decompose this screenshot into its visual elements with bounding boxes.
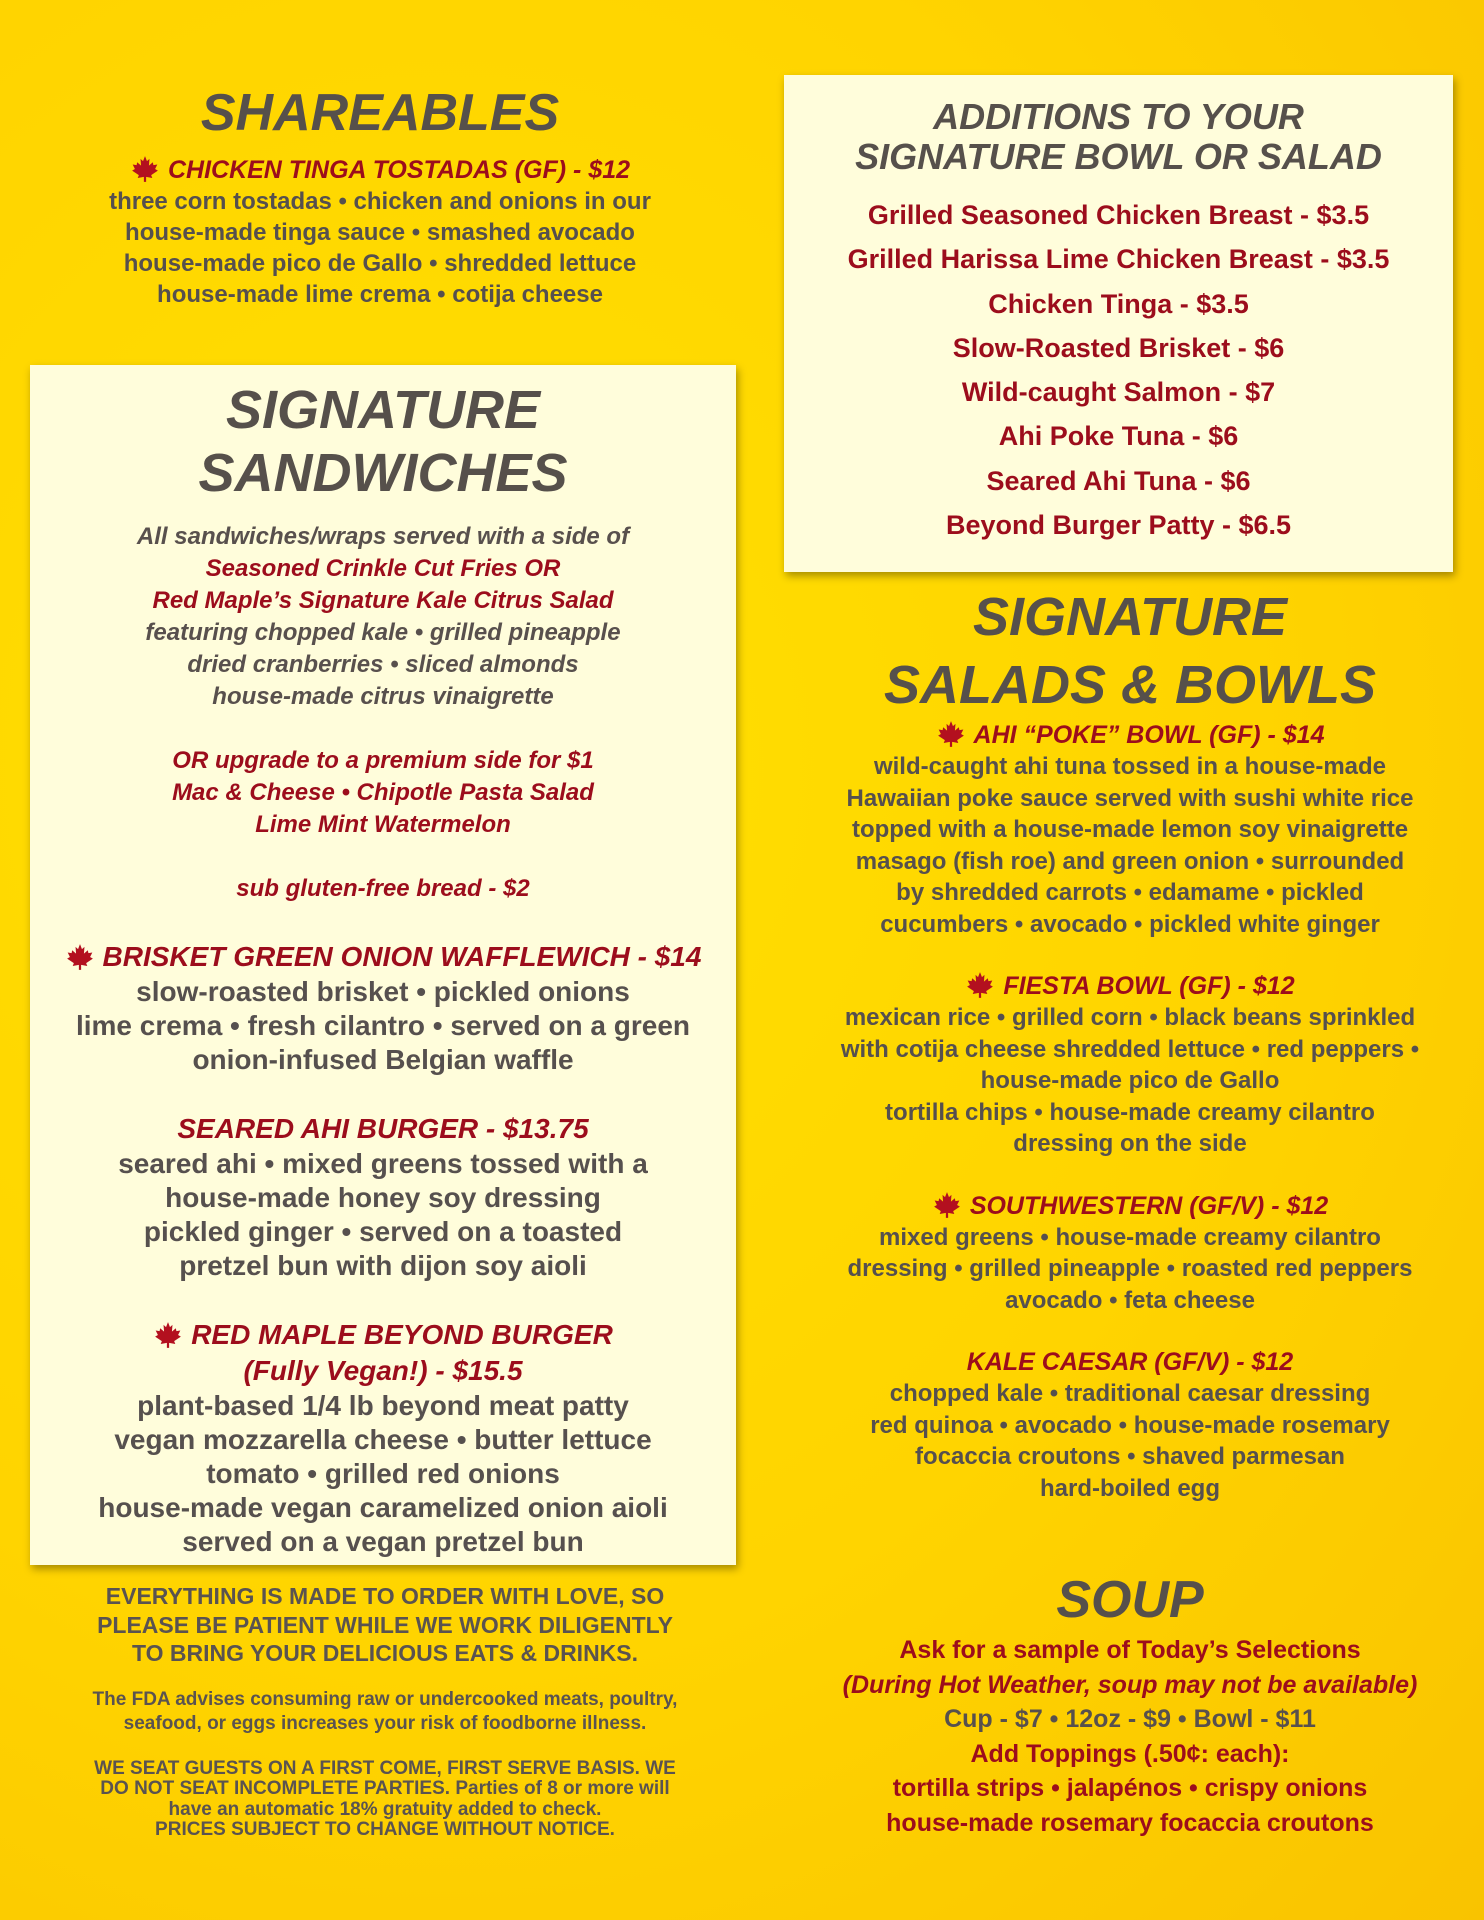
- seating-policy: WE SEAT GUESTS ON A FIRST COME, FIRST SERVE BASIS. WE DO NOT SEAT INCOMPLETE PARTIES. Parties of 8 or more will have an automatic 18% gratuity added to check. PRICES SUBJECT TO CHANGE WITHOUT NOTICE.: [94, 1757, 676, 1840]
- sandwiches-title: SIGNATURE SANDWICHES: [198, 380, 568, 503]
- menu-item-title: SEARED AHI BURGER - $13.75: [177, 1113, 589, 1144]
- menu-item-description: three corn tostadas • chicken and onions in our house-made tinga sauce • smashed avocado house-made pico de Gallo • shredded lettuce house-made lime crema • cotija cheese: [109, 188, 651, 308]
- menu-item-description: wild-caught ahi tuna tossed in a house-made Hawaiian poke sauce served with sushi white rice topped with a house-made lemon soy vinaigrette masago (fish roe) and green onion • surrounded by shredded carrots • edamame • pickled cucumbers • avocado • pickled white ginger: [846, 753, 1414, 938]
- menu-item-description: seared ahi • mixed greens tossed with a house-made honey soy dressing pickled ginger • served on a toasted pretzel bun with dijon soy aioli: [118, 1148, 648, 1281]
- fda-advisory: The FDA advises consuming raw or undercooked meats, poultry, seafood, or eggs increases your risk of foodborne illness.: [92, 1688, 678, 1734]
- footer-notes: [30, 1582, 740, 1841]
- maple-leaf-icon: [932, 1191, 962, 1219]
- list-item: Seared Ahi Tuna - $6: [986, 465, 1251, 496]
- soup-toppings: house-made rosemary focaccia croutons: [886, 1808, 1374, 1837]
- list-item: Wild-caught Salmon - $7: [961, 377, 1276, 408]
- list-item: Ahi Poke Tuna - $6: [998, 421, 1239, 452]
- soup-sample-note: Ask for a sample of Today’s Selections: [899, 1636, 1361, 1664]
- soup-title: SOUP: [1056, 1571, 1204, 1629]
- menu-item-description: mexican rice • grilled corn • black beans sprinkled with cotija cheese shredded lettuce • red peppers • house-made pico de Gallo tortilla chips • house-made creamy cilantro dressing on the side: [840, 1004, 1420, 1157]
- additions-title: ADDITIONS TO YOUR SIGNATURE BOWL OR SALAD: [855, 96, 1382, 177]
- salads-section: [800, 583, 1460, 1504]
- menu-item-title: RED MAPLE BEYOND BURGER (Fully Vegan!) - $15.5: [30, 1317, 736, 1389]
- maple-leaf-icon: [153, 1321, 183, 1349]
- soup-toppings-label: Add Toppings (.50¢: each):: [970, 1739, 1290, 1768]
- gluten-free-note: sub gluten-free bread - $2: [236, 875, 530, 902]
- menu-item-description: mixed greens • house-made creamy cilantro dressing • grilled pineapple • roasted red peppers avocado • feta cheese: [847, 1223, 1413, 1314]
- menu-item-title: KALE CAESAR (GF/V) - $12: [966, 1348, 1294, 1376]
- menu-item-title: AHI “POKE” BOWL (GF) - $14: [800, 719, 1460, 751]
- maple-leaf-icon: [936, 720, 966, 748]
- list-item: Grilled Harissa Lime Chicken Breast - $3.5: [847, 244, 1390, 275]
- menu-item-title: FIESTA BOWL (GF) - $12: [800, 970, 1460, 1002]
- soup-section: [800, 1567, 1460, 1840]
- salads-title: SIGNATURE SALADS & BOWLS: [884, 587, 1376, 715]
- menu-item-description: plant-based 1/4 lb beyond meat patty vegan mozzarella cheese • butter lettuce tomato • grilled red onions house-made vegan caramelized onion aioli served on a vegan pretzel bun: [98, 1390, 668, 1557]
- maple-leaf-icon: [65, 943, 95, 971]
- additions-section: [784, 75, 1453, 572]
- soup-weather-note: (During Hot Weather, soup may not be available): [842, 1670, 1418, 1699]
- soup-sizes: Cup - $7 • 12oz - $9 • Bowl - $11: [944, 1705, 1316, 1733]
- list-item: Beyond Burger Patty - $6.5: [945, 510, 1292, 541]
- shareables-title: SHAREABLES: [200, 84, 560, 142]
- soup-toppings: tortilla strips • jalapénos • crispy onions: [892, 1774, 1368, 1802]
- maple-leaf-icon: [130, 155, 160, 183]
- list-item: Slow-Roasted Brisket - $6: [952, 332, 1285, 363]
- sandwiches-section: [30, 365, 736, 1565]
- menu-item-title: BRISKET GREEN ONION WAFFLEWICH - $14: [30, 939, 736, 975]
- menu-item-description: chopped kale • traditional caesar dressing red quinoa • avocado • house-made rosemary focaccia croutons • shaved parmesan hard-boiled egg: [870, 1380, 1390, 1502]
- maple-leaf-icon: [965, 971, 995, 999]
- upgrade-info: OR upgrade to a premium side for $1: [172, 747, 594, 774]
- list-item: Grilled Seasoned Chicken Breast - $3.5: [867, 200, 1370, 230]
- shareables-section: [30, 80, 730, 310]
- menu-item-title: CHICKEN TINGA TOSTADAS (GF) - $12: [30, 154, 730, 186]
- sides-info: All sandwiches/wraps served with a side of Seasoned Crinkle Cut Fries OR Red Maple’s Signature Kale Citrus Salad featuring chopped kale • grilled pineapple dried cranberries • sliced almonds house-made citrus vinaigrette OR upgrade to a premium side for $1 Mac & Cheese • Chipotle Pasta Salad Lime Mint Watermelon sub gluten-free bread - $2: [30, 521, 736, 905]
- order-notice: EVERYTHING IS MADE TO ORDER WITH LOVE, SO PLEASE BE PATIENT WHILE WE WORK DILIGENTLY TO BRING YOUR DELICIOUS EATS & DRINKS.: [97, 1583, 673, 1666]
- menu-item-title: SOUTHWESTERN (GF/V) - $12: [800, 1190, 1460, 1222]
- list-item: Chicken Tinga - $3.5: [988, 288, 1249, 319]
- additions-list: [784, 193, 1453, 547]
- menu-item-description: slow-roasted brisket • pickled onions lime crema • fresh cilantro • served on a green onion-infused Belgian waffle: [75, 976, 691, 1075]
